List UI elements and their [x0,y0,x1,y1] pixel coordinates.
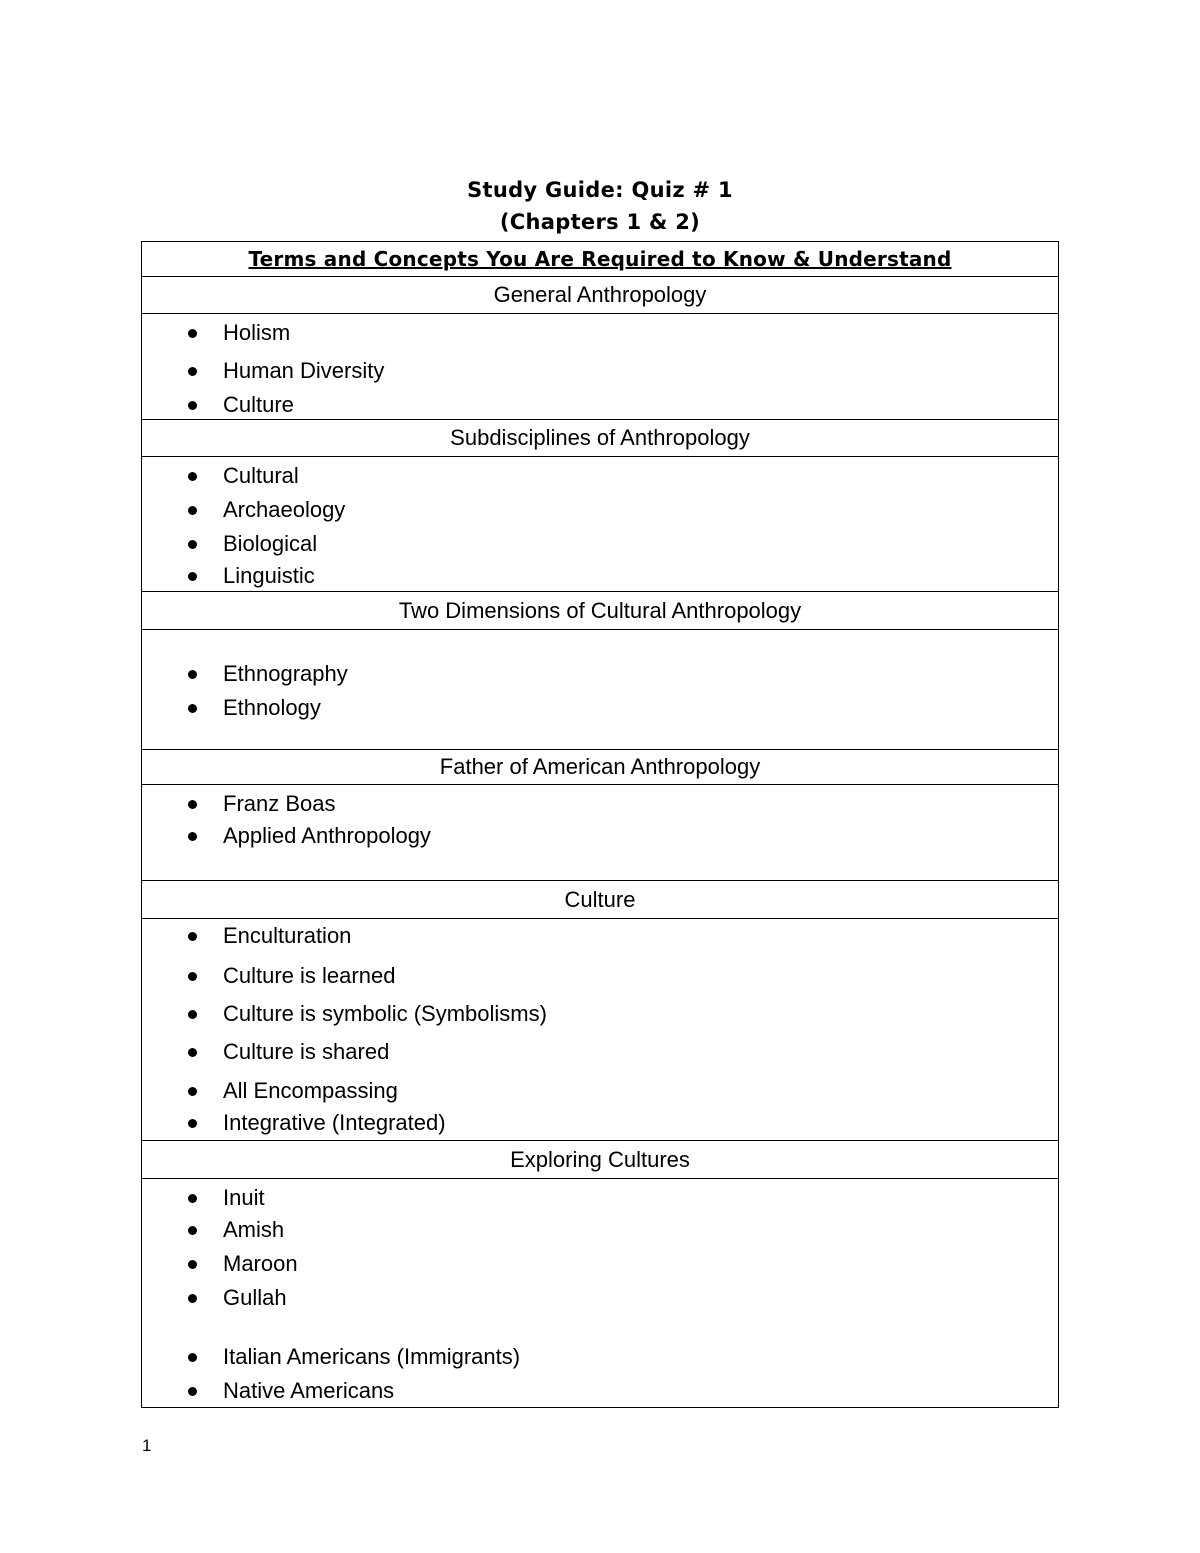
document-title: Study Guide: Quiz # 1 [467,178,733,202]
section-heading-two-dimensions: Two Dimensions of Cultural Anthropology [142,592,1059,630]
bullet-icon [188,472,197,481]
bullet-icon [188,670,197,679]
bullet-icon [188,1087,197,1096]
bullet-icon [188,1387,197,1396]
bullet-icon [188,1294,197,1303]
bullet-icon [188,506,197,515]
bullet-icon [188,1119,197,1128]
bullet-icon [188,932,197,941]
section-list-general-anthropology: Holism Human Diversity Culture [142,314,1059,420]
section-heading-culture: Culture [142,881,1059,919]
bullet-icon [188,704,197,713]
bullet-icon [188,367,197,376]
section-list-subdisciplines: Cultural Archaeology Biological Linguistic [142,457,1059,592]
bullet-icon [188,1260,197,1269]
bullet-icon [188,540,197,549]
bullet-icon [188,572,197,581]
section-heading-father-american-anthropology: Father of American Anthropology [142,750,1059,785]
section-heading-general-anthropology: General Anthropology [142,277,1059,314]
bullet-icon [188,1353,197,1362]
section-list-culture: Enculturation Culture is learned Culture is symbolic (Symbolisms) Culture is shared All Encompassing Integrative (Integrated) [142,919,1059,1141]
document-subtitle: (Chapters 1 & 2) [499,210,701,234]
section-list-father-american-anthropology: Franz Boas Applied Anthropology [142,785,1059,881]
bullet-icon [188,1194,197,1203]
bullet-icon [188,972,197,981]
table-header [142,242,1059,277]
bullet-icon [188,329,197,338]
bullet-icon [188,401,197,410]
study-guide-table [141,241,1059,1408]
bullet-icon [188,1010,197,1019]
section-list-two-dimensions: Ethnography Ethnology [142,630,1059,750]
bullet-icon [188,1048,197,1057]
bullet-icon [188,832,197,841]
page-number: 1 [142,1436,152,1455]
section-heading-exploring-cultures: Exploring Cultures [142,1141,1059,1179]
table-header-text: Terms and Concepts You Are Required to Know & Understand [248,247,952,271]
section-list-exploring-cultures: Inuit Amish Maroon Gullah Italian Americans (Immigrants) Native Americans [142,1179,1059,1408]
bullet-icon [188,1226,197,1235]
bullet-icon [188,800,197,809]
section-heading-subdisciplines: Subdisciplines of Anthropology [142,420,1059,457]
